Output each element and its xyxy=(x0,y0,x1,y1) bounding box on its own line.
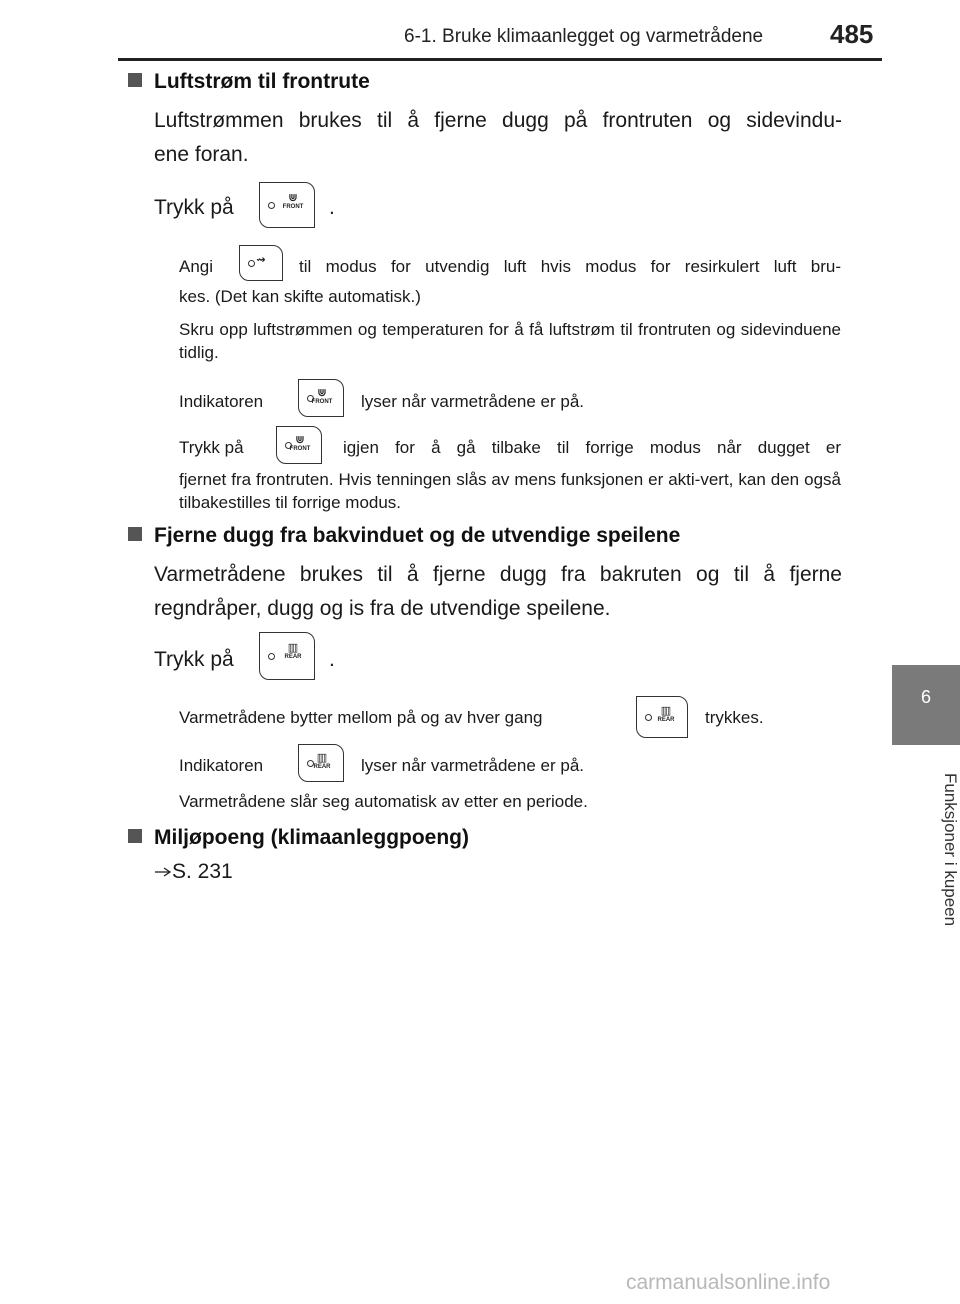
chapter-number: 6 xyxy=(920,687,931,707)
rear-indicator-button-icon xyxy=(298,744,344,782)
page-number: 485 xyxy=(830,19,874,49)
body-airflow xyxy=(154,104,842,172)
note-suffix: til modus for utvendig luft hvis modus for resirkulert luft bru- xyxy=(299,257,841,276)
body-line: ene foran. xyxy=(154,143,249,166)
note-airflow-tip: Skru opp luftstrømmen og temperaturen for å få luftstrøm til frontruten og sidevinduene tidlig. xyxy=(179,320,841,362)
note-auto-off: Varmetrådene slår seg automatisk av etter en periode. xyxy=(179,792,588,811)
outside-air-button-icon xyxy=(239,245,283,281)
press-rear-prefix: Trykk på xyxy=(154,648,234,671)
rear-window-symbol-icon: ▥ REAR xyxy=(657,704,675,723)
indicator-led-icon xyxy=(268,202,275,209)
windshield-symbol-icon: ⋓ FRONT xyxy=(282,191,304,210)
section-heading-rear-defogger xyxy=(128,524,680,548)
windshield-symbol-icon: ⋓ FRONT xyxy=(289,433,311,452)
indicator-led-icon xyxy=(268,653,275,660)
watermark: carmanualsonline.info xyxy=(626,1271,831,1294)
note-suffix: trykkes. xyxy=(705,708,764,727)
press-front-suffix: . xyxy=(329,196,335,219)
press-rear-suffix: . xyxy=(329,648,335,671)
bullet-square-icon xyxy=(128,527,142,541)
rear-defogger-button-icon xyxy=(259,632,315,680)
body-line: Luftstrømmen brukes til å fjerne dugg på frontruten og sidevindu- xyxy=(154,109,842,132)
note-suffix: igjen for å gå tilbake til forrige modus når dugget er xyxy=(343,438,841,457)
note-continued: fjernet fra frontruten. Hvis tenningen slås av mens funksjonen er akti-vert, kan den også tilbakestilles til forrige modus. xyxy=(179,470,841,512)
rear-window-symbol-icon: ▥ REAR xyxy=(284,642,302,661)
heading-text: Fjerne dugg fra bakvinduet og de utvendige speilene xyxy=(154,524,681,547)
note-prefix: Trykk på xyxy=(179,438,244,457)
heading-text: Luftstrøm til frontrute xyxy=(154,70,370,93)
page-reference[interactable] xyxy=(154,860,233,884)
chapter-label: Funksjoner i kupeen xyxy=(941,773,960,927)
section-title: 6-1. Bruke klimaanlegget og varmetrådene xyxy=(404,26,764,47)
indicator-led-icon xyxy=(645,714,652,721)
front-indicator-button-icon xyxy=(298,379,344,417)
page-header xyxy=(0,0,960,60)
outside-air-symbol-icon: ⇝ xyxy=(256,253,266,266)
chapter-label-container xyxy=(892,760,960,940)
note-prefix: Indikatoren xyxy=(179,392,264,411)
front-return-button-icon xyxy=(276,426,322,464)
note-suffix: lyser når varmetrådene er på. xyxy=(361,756,584,775)
reference-text: S. 231 xyxy=(172,860,233,883)
bullet-square-icon xyxy=(128,73,142,87)
heading-text: Miljøpoeng (klimaanleggpoeng) xyxy=(154,826,469,849)
chapter-tab xyxy=(892,665,960,745)
rear-toggle-button-icon xyxy=(636,696,688,738)
note-suffix: lyser når varmetrådene er på. xyxy=(361,392,584,411)
body-rear-defogger: Varmetrådene brukes til å fjerne dugg fra bakruten og til å fjerne regndråper, dugg og is fra de utvendige speilene. xyxy=(154,563,842,620)
note-prefix: Indikatoren xyxy=(179,756,264,775)
header-rule xyxy=(118,58,882,61)
section-heading-airflow xyxy=(128,70,370,94)
note-prefix: Varmetrådene bytter mellom på og av hver gang xyxy=(179,708,543,727)
note-prefix: Angi xyxy=(179,257,214,276)
front-defogger-button-icon xyxy=(259,182,315,228)
arrow-right-icon xyxy=(154,860,172,884)
bullet-square-icon xyxy=(128,829,142,843)
rear-window-symbol-icon: ▥ REAR xyxy=(313,751,331,770)
windshield-symbol-icon: ⋓ FRONT xyxy=(311,386,333,405)
press-front-prefix: Trykk på xyxy=(154,196,234,219)
section-heading-eco-score xyxy=(128,826,469,850)
note-continued: kes. (Det kan skifte automatisk.) xyxy=(179,287,421,306)
